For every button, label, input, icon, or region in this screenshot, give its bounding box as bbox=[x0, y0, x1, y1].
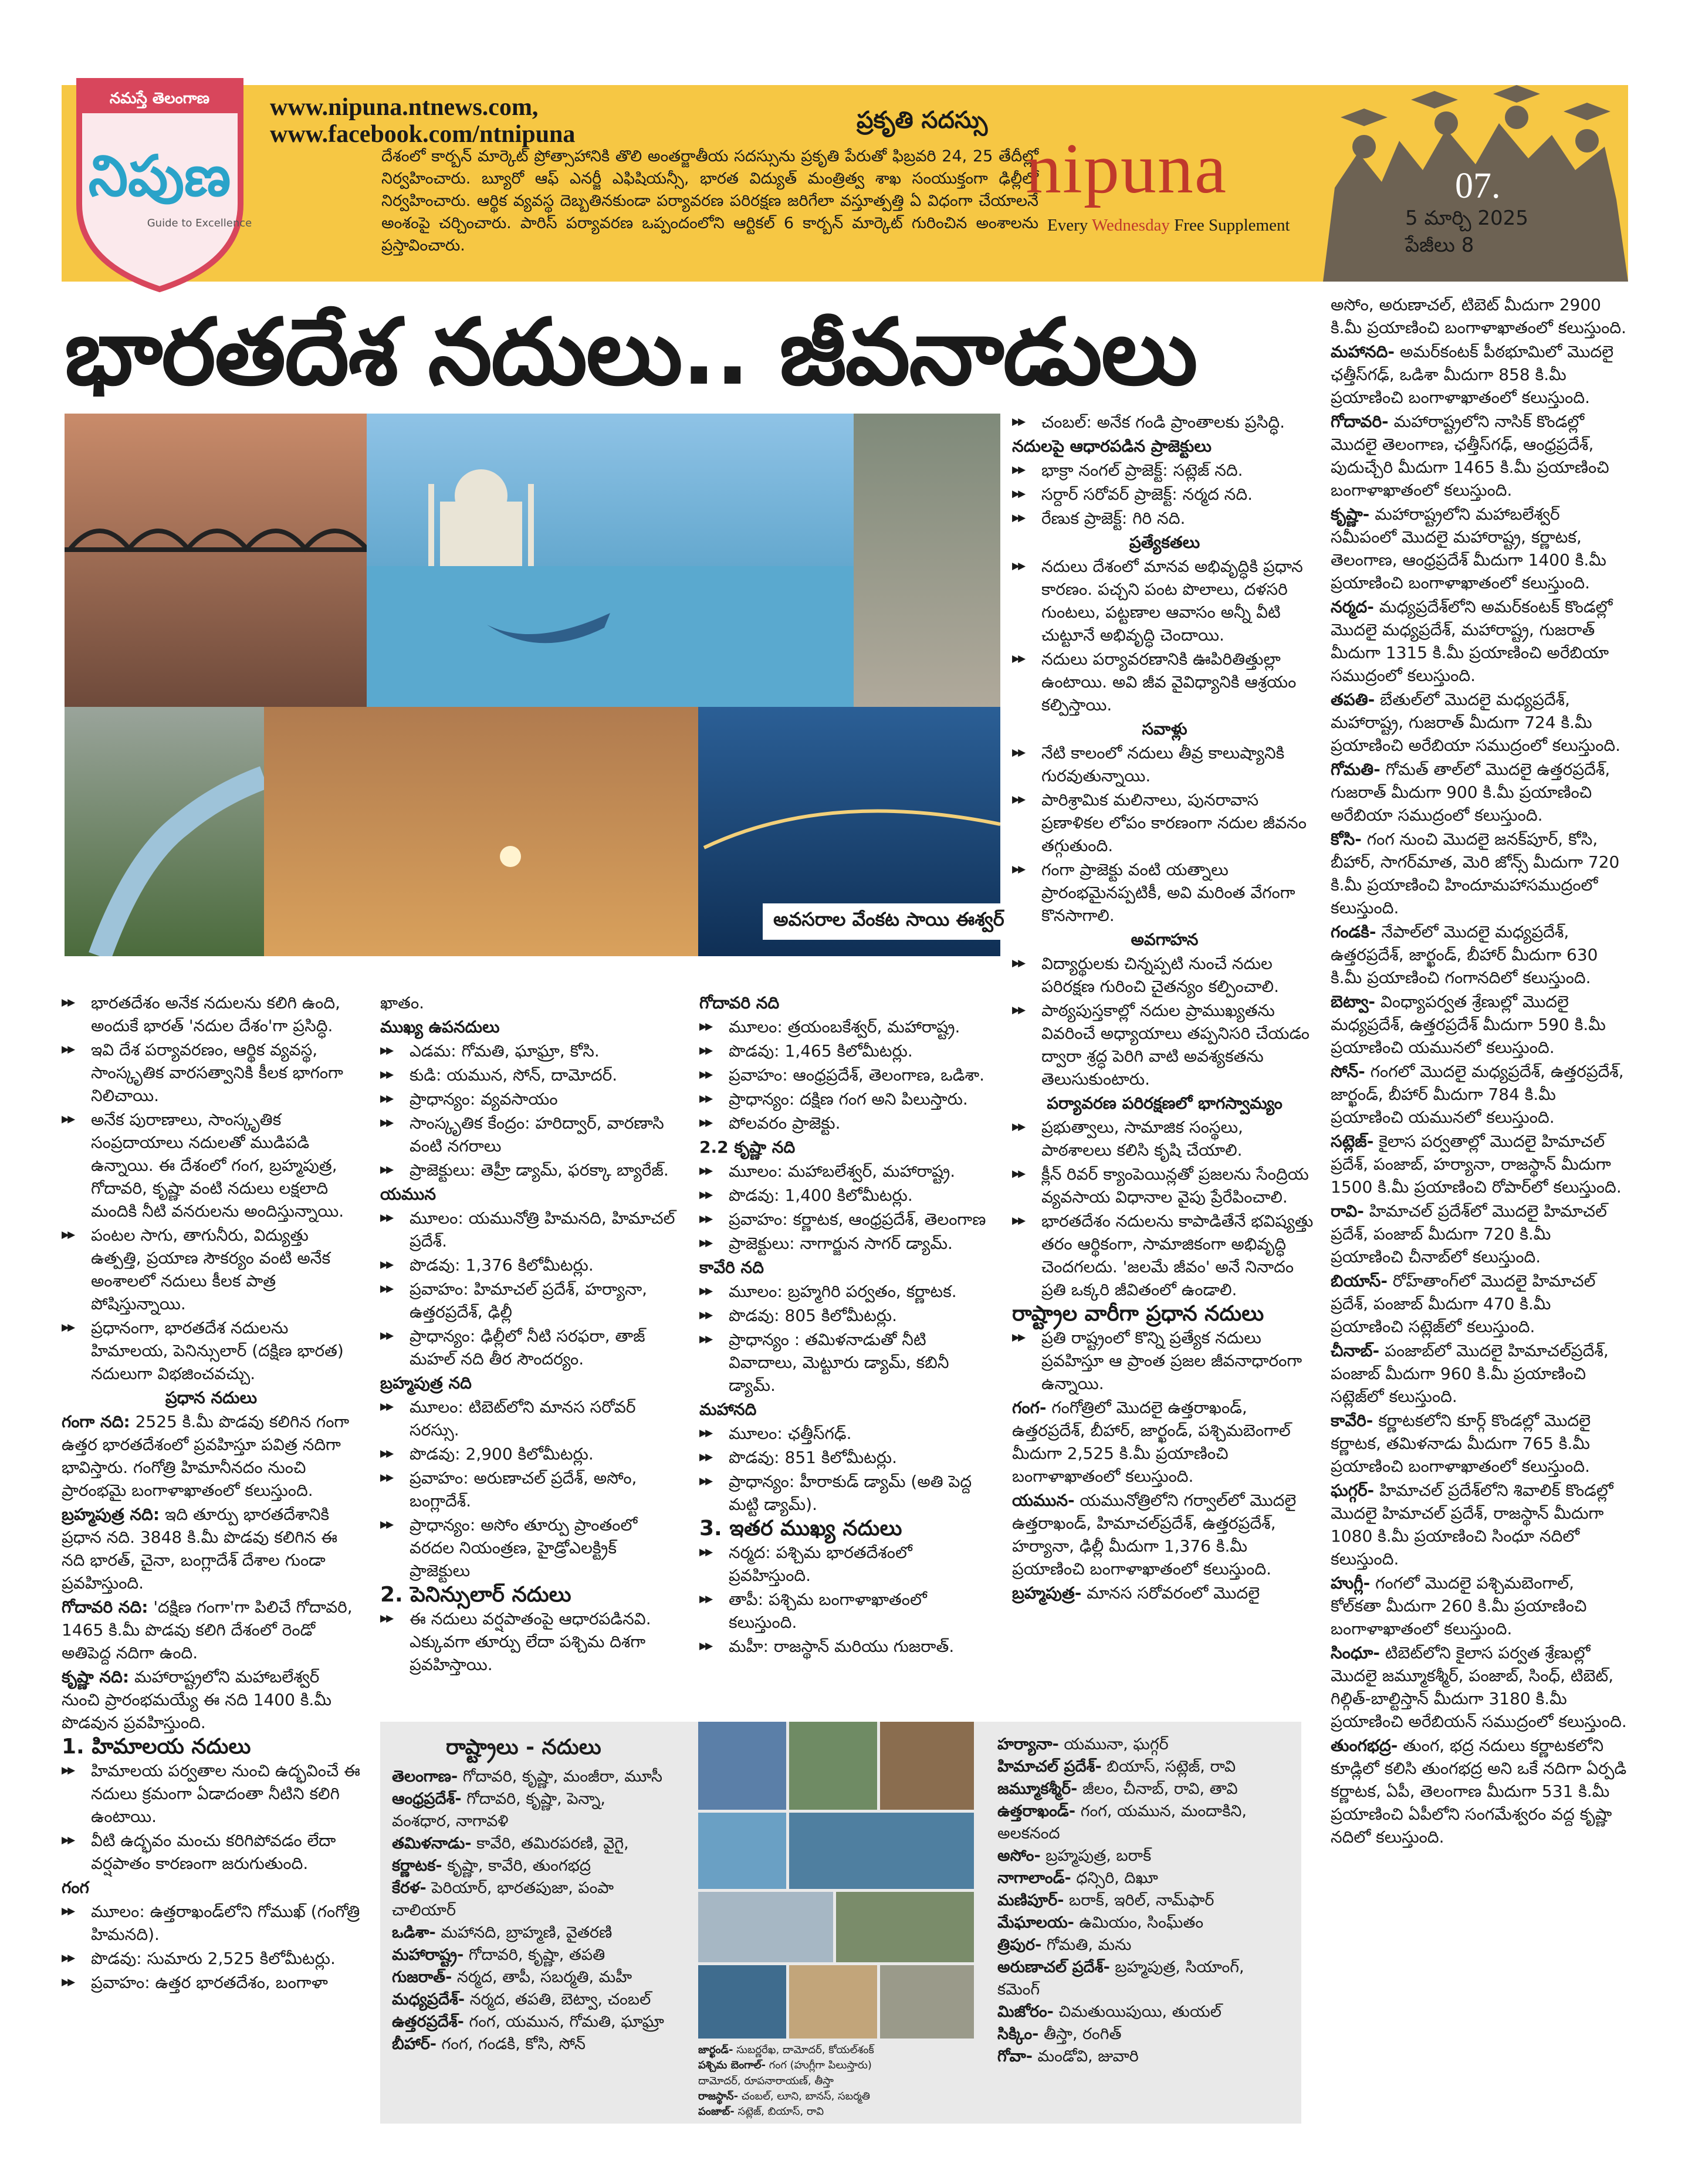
river-desc: కైలాస పర్వతాల్లో మొదలై హిమాచల్ ప్రదేశ్, పంజాబ్, హర్యానా, రాజస్థాన్ మీదుగా 1500 కి.మీ ప్రయాణించి రోపార్‌లో కలుస్తుంది. bbox=[1331, 1132, 1622, 1197]
state-rivers: బరాక్, ఇరిల్, నామ్‌ఫార్ bbox=[1064, 1891, 1214, 1909]
river-definition bbox=[1331, 503, 1627, 594]
river-photo-collage bbox=[65, 414, 1000, 956]
river-desc: మధ్యప్రదేశ్‌లోని అమర్‌కంటక్ కొండల్లో మొదలై మధ్యప్రదేశ్, మహారాష్ట్ర, గుజరాత్ మీదుగా 1315 కి.మీ ప్రయాణించి అరేబియా సముద్రంలో కలుస్తుంది. bbox=[1331, 597, 1613, 685]
river-desc: మహారాష్ట్రలోని మహాబలేశ్వర్ సమీపంలో మొదలై మహారాష్ట్ర, కర్ణాటక, తెలంగాణ, ఆంధ్రప్రదేశ్ మీదుగా 1400 కి.మీ ప్రయాణించి బంగాళాఖాతంలో కలుస్తుంది. bbox=[1331, 504, 1606, 592]
svg-text:నమస్తే తెలంగాణ: నమస్తే తెలంగాణ bbox=[109, 90, 210, 107]
river-definition bbox=[1331, 1572, 1627, 1640]
state-rivers-row bbox=[997, 1845, 1297, 1867]
state-rivers: బియాస్, సట్లెజ్, రావి bbox=[1101, 1758, 1236, 1776]
bullet-item: ▶▶ అనేక పురాణాలు, సాంస్కృతిక సంప్రదాయాలు నదులతో ముడిపడి ఉన్నాయి. ఈ దేశంలో గంగ, బ్రహ్మపుత్ర, గోదావరి, కృష్ణా వంటి నదులు లక్షలాది మందికి నీటి వనరులను అందిస్తున్నాయి. bbox=[62, 1108, 361, 1223]
river-definition bbox=[62, 1503, 361, 1594]
river-desc: హిమాచల్ ప్రదేశ్‌లో మొదలై హిమాచల్ ప్రదేశ్, పంజాబ్ మీదుగా 720 కి.మీ ప్రయాణించి చీనాబ్‌లో కలుస్తుంది. bbox=[1331, 1201, 1607, 1267]
bullet-item: ▶▶ విద్యార్థులకు చిన్నప్పటి నుంచే నదుల పరిరక్షణ గురించి చైతన్యం కల్పించాలి. bbox=[1012, 952, 1317, 998]
river-term: గండకి- bbox=[1331, 922, 1376, 942]
state-name: బీహార్- bbox=[392, 2035, 437, 2053]
bullet-item: ▶▶ సర్దార్ సరోవర్ ప్రాజెక్ట్: నర్మద నది. bbox=[1012, 483, 1317, 506]
state-rivers: సుబర్ణరేఖ, దామోదర్, కోయల్‌శంక్ bbox=[733, 2044, 874, 2056]
state-rivers-row bbox=[392, 1766, 697, 1788]
state-rivers-row bbox=[997, 1800, 1297, 1823]
state-name: అసోం- bbox=[997, 1847, 1041, 1865]
bullet-item: ▶▶ చంబల్: అనేక గండి ప్రాంతాలకు ప్రసిద్ధి. bbox=[1012, 411, 1317, 434]
state-name: త్రిపుర- bbox=[997, 1936, 1042, 1954]
bullet-item: ▶▶ పొడవు: 1,400 కిలోమీటర్లు. bbox=[699, 1184, 999, 1207]
state-name: సిక్కిం- bbox=[997, 2025, 1039, 2043]
river-term: తపతి- bbox=[1331, 690, 1375, 709]
river-definition bbox=[1331, 340, 1627, 409]
river-desc: ఇది తూర్పు భారతదేశానికి ప్రధాన నది. 3848 కి.మీ పొడవు కలిగిన ఈ నది భారత్, చైనా, బంగ్లాదేశ్ దేశాల గుండా ప్రవహిస్తుంది. bbox=[62, 1505, 338, 1593]
states-list-middle bbox=[698, 2043, 980, 2119]
bullet-item: ▶▶ మూలం: యమునోత్రి హిమనది, హిమాచల్ ప్రదేశ్. bbox=[380, 1207, 679, 1252]
page-headline: భారతదేశ నదులు.. జీవనాడులు bbox=[65, 299, 1197, 405]
column-5 bbox=[1331, 293, 1627, 1850]
section-subheading: పర్యావరణ పరిరక్షణలో భాగస్వామ్యం bbox=[1047, 1093, 1283, 1113]
column-1 bbox=[62, 991, 361, 1995]
column-2 bbox=[380, 991, 679, 1677]
bullet-item: ▶▶ ఇవి దేశ పర్యావరణం, ఆర్థిక వ్యవస్థ, సాంస్కృతిక వారసత్వానికి కీలక భాగంగా నిలిచాయి. bbox=[62, 1038, 361, 1107]
river-definition bbox=[1331, 1060, 1627, 1129]
river-desc: మహారాష్ట్రలోని మహాబలేశ్వర్ నుంచి ప్రారంభమయ్యే ఈ నది 1400 కి.మీ పొడవున ప్రవహిస్తుంది. bbox=[62, 1667, 331, 1732]
state-name: తమిళనాడు- bbox=[392, 1834, 472, 1853]
river-definition bbox=[1331, 1409, 1627, 1478]
bullet-item: ▶▶ భారతదేశం నదులను కాపాడితేనే భవిష్యత్తు తరం ఆర్థికంగా, సామాజికంగా అభివృద్ధి చెందగలదు. 'జలమే జీవం' అనే నినాదం ప్రతి ఒక్కరి జీవితంలో ఉండాలి. bbox=[1012, 1210, 1317, 1301]
bullet-item: ▶▶ భాక్రా నంగల్ ప్రాజెక్ట్: సట్లెజ్ నది. bbox=[1012, 459, 1317, 482]
sub-heading: కావేరి నది bbox=[699, 1258, 764, 1277]
bullet-item: ▶▶ ప్రాధాన్యం: ఢిల్లీలో నీటి సరఫరా, తాజ్ మహల్ నది తీర సౌందర్యం. bbox=[380, 1325, 679, 1370]
topic-label: ప్రకృతి సదస్సు bbox=[857, 107, 988, 134]
bullet-item: ▶▶ ప్రాజెక్టులు: తెహ్రీ డ్యామ్, ఫరక్కా బ్యారేజ్. bbox=[380, 1159, 679, 1181]
state-name: కేరళ- bbox=[392, 1879, 427, 1897]
state-rivers-row bbox=[392, 1922, 697, 1944]
state-name: కర్ణాటక- bbox=[392, 1857, 442, 1875]
river-definition bbox=[1331, 828, 1627, 919]
state-rivers: మహానది, బ్రాహ్మణి, వైతరణి bbox=[435, 1924, 613, 1942]
state-rivers: చాలియార్ bbox=[392, 1901, 456, 1919]
sub-heading: గంగ bbox=[62, 1878, 89, 1897]
river-definition bbox=[1331, 1734, 1627, 1848]
issue-date: 5 మార్చి 2025 bbox=[1405, 206, 1528, 230]
bullet-item: ▶▶ ప్రాధాన్యం: దక్షిణ గంగ అని పిలుస్తారు. bbox=[699, 1088, 999, 1110]
state-rivers: అలకనంద bbox=[997, 1824, 1060, 1843]
state-rivers-row bbox=[698, 2089, 980, 2104]
nipuna-logo-shield bbox=[67, 69, 252, 295]
river-definition bbox=[1331, 1269, 1627, 1338]
states-list-right bbox=[997, 1733, 1297, 2068]
river-desc: బేతుల్‌లో మొదలై మధ్యప్రదేశ్, మహారాష్ట్ర, గుజరాత్ మీదుగా 724 కి.మీ ప్రయాణించి అరేబియా సముద్రంలో కలుస్తుంది. bbox=[1331, 690, 1621, 755]
state-name: ఉత్తరాఖండ్- bbox=[997, 1802, 1076, 1820]
river-term: తుంగభద్ర- bbox=[1331, 1736, 1398, 1755]
bullet-item: ▶▶ మూలం: ఉత్తరాఖండ్‌లోని గోముఖ్ (గంగోత్రి హిమనది). bbox=[62, 1900, 361, 1946]
bullet-item: ▶▶ ప్రతి రాష్ట్రంలో కొన్ని ప్రత్యేక నదులు ప్రవహిస్తూ ఆ ప్రాంత ప్రజల జీవనాధారంగా ఉన్నాయి. bbox=[1012, 1326, 1317, 1395]
state-rivers-row bbox=[392, 2033, 697, 2056]
river-term: చీనాబ్- bbox=[1331, 1341, 1380, 1360]
author-byline: అవసరాల వేంకట సాయి ఈశ్వర్ bbox=[763, 903, 1015, 940]
river-definition bbox=[1331, 990, 1627, 1059]
state-name: మేఘాలయ- bbox=[997, 1914, 1074, 1932]
states-box-title: రాష్ట్రాలు - నదులు bbox=[446, 1735, 601, 1759]
bullet-item: ▶▶ మూలం: బ్రహ్మగిరి పర్వతం, కర్ణాటక. bbox=[699, 1280, 999, 1303]
river-desc: కర్ణాటకలోని కూర్గ్ కొండల్లో మొదలై కర్ణాటక, తమిళనాడు మీదుగా 765 కి.మీ ప్రయాణించి బంగాళాఖాతంలో కలుస్తుంది. bbox=[1331, 1411, 1591, 1476]
bullet-item: ▶▶ రేణుక ప్రాజెక్ట్: గిరి నది. bbox=[1012, 507, 1317, 530]
state-rivers-row bbox=[392, 1899, 697, 1922]
river-definition bbox=[1331, 595, 1627, 687]
state-rivers: గోదావరి, కృష్ణా, పెన్నా, bbox=[461, 1790, 605, 1808]
river-desc: గంగోత్రిలో మొదలై ఉత్తరాఖండ్, ఉత్తరప్రదేశ్, బీహార్, జార్ఖండ్, పశ్చిమబెంగాల్ మీదుగా 2,525 కి.మీ ప్రయాణించి బంగాళాఖాతంలో కలుస్తుంది. bbox=[1012, 1398, 1291, 1486]
river-desc: అమర్‌కంటక్ పీఠభూమిలో మొదలై ఛత్తీస్‌గఢ్, ఒడిశా మీదుగా 858 కి.మీ ప్రయాణించి బంగాళాఖాతంలో కలుస్తుంది. bbox=[1331, 342, 1614, 407]
state-rivers: కావేరి, తమిరపరణి, వైగై, bbox=[471, 1834, 629, 1853]
state-rivers-row bbox=[392, 1855, 697, 1877]
state-rivers: నర్మద, తపతి, బెట్వా, చంబల్ bbox=[465, 1990, 651, 2009]
bullet-item: ▶▶ పొడవు: 851 కిలోమీటర్లు. bbox=[699, 1446, 999, 1469]
river-desc: మహారాష్ట్రలోని నాసిక్ కొండల్లో మొదలై తెలంగాణ, ఛత్తీస్‌గఢ్, ఆంధ్రప్రదేశ్, పుదుచ్చేరి మీదుగా 1465 కి.మీ ప్రయాణించి బంగాళాఖాతంలో కలుస్తుంది. bbox=[1331, 412, 1609, 500]
state-name: ఉత్తరప్రదేశ్- bbox=[392, 2013, 464, 2031]
river-term: కావేరి- bbox=[1331, 1411, 1373, 1430]
river-term: బ్రహ్మపుత్ర నది: bbox=[62, 1505, 160, 1524]
sub-heading: 2.2 కృష్ణా నది bbox=[699, 1137, 796, 1157]
river-definition bbox=[1331, 1339, 1627, 1408]
bullet-item: ▶▶ ప్రాధాన్యం: హీరాకుడ్ డ్యామ్ (అతి పెద్ద మట్టి డ్యామ్). bbox=[699, 1470, 999, 1516]
river-desc: 'దక్షిణ గంగా'గా పిలిచే గోదావరి, 1465 కి.మీ పొడవు కలిగి దేశంలో రెండో అతిపెద్ద నదిగా ఉంది. bbox=[62, 1597, 353, 1662]
bullet-item: ▶▶ ప్రాధాన్యం: వ్యవసాయం bbox=[380, 1088, 679, 1110]
state-name: పంజాబ్- bbox=[698, 2105, 735, 2118]
bullet-item: ▶▶ పొడవు: 1,465 కిలోమీటర్లు. bbox=[699, 1039, 999, 1062]
states-photo-strip bbox=[698, 1722, 974, 2039]
state-rivers: చిమతుయిపుయి, తుయల్ bbox=[1053, 2003, 1222, 2021]
river-desc: నేపాల్‌లో మొదలై మధ్యప్రదేశ్, ఉత్తరప్రదేశ్, జార్ఖండ్, బీహార్ మీదుగా 630 కి.మీ ప్రయాణించి గంగానదిలో కలుస్తుంది. bbox=[1331, 922, 1598, 987]
bullet-item: ▶▶ పోలవరం ప్రాజెక్టు. bbox=[699, 1112, 999, 1135]
river-desc: మానస సరోవరంలో మొదలై bbox=[1081, 1583, 1260, 1603]
state-rivers-row bbox=[392, 1944, 697, 1966]
state-rivers: గంగ (హుగ్లీగా పిలుస్తారు) bbox=[766, 2059, 872, 2072]
bullet-item: ▶▶ నేటి కాలంలో నదులు తీవ్ర కాలుష్యానికి గురవుతున్నాయి. bbox=[1012, 741, 1317, 787]
state-rivers-row bbox=[392, 1810, 697, 1833]
state-rivers-row bbox=[997, 1756, 1297, 1778]
state-name: మిజోరం- bbox=[997, 2003, 1054, 2021]
section-heading: 3. ఇతర ముఖ్య నదులు bbox=[699, 1516, 902, 1540]
states-list-left bbox=[392, 1766, 697, 2056]
column-3 bbox=[699, 991, 999, 1659]
sub-heading: మహానది bbox=[699, 1400, 757, 1419]
sub-heading: యమున bbox=[380, 1184, 436, 1204]
river-term: బియాస్- bbox=[1331, 1271, 1388, 1291]
state-name: హిమాచల్ ప్రదేశ్- bbox=[997, 1758, 1102, 1776]
paragraph: అసోం, అరుణాచల్, టిబెట్ మీదుగా 2900 కి.మీ ప్రయాణించి బంగాళాఖాతంలో కలుస్తుంది. bbox=[1331, 295, 1627, 337]
bullet-item: ▶▶ పొడవు: 805 కిలోమీటర్లు. bbox=[699, 1304, 999, 1327]
state-rivers: ధన్సిరి, దిఖూ bbox=[1071, 1869, 1158, 1887]
state-rivers-row bbox=[698, 2043, 980, 2058]
state-rivers: కమెంగ్ bbox=[997, 1980, 1040, 1999]
state-name: మధ్యప్రదేశ్- bbox=[392, 1990, 465, 2009]
river-definition bbox=[62, 1596, 361, 1664]
brand-name: nipuna bbox=[1026, 129, 1228, 208]
state-name: గోవా- bbox=[997, 2047, 1033, 2066]
bullet-item: ▶▶ ప్రవాహం: హిమాచల్ ప్రదేశ్, హర్యానా, ఉత్తరప్రదేశ్, ఢిల్లీ bbox=[380, 1278, 679, 1323]
section-subheading: ప్రత్యేకతలు bbox=[1129, 533, 1200, 552]
river-term: సట్లెజ్- bbox=[1331, 1132, 1374, 1151]
bullet-item: ▶▶ కుడి: యమున, సోన్, దామోదర్. bbox=[380, 1064, 679, 1086]
bullet-item: ▶▶ ప్రభుత్వాలు, సామాజిక సంస్థలు, పాఠశాలలు కలిసి కృషి చేయాలి. bbox=[1012, 1116, 1317, 1162]
state-rivers-row bbox=[997, 2001, 1297, 2023]
state-rivers: తీస్తా, రంగిత్ bbox=[1038, 2025, 1122, 2043]
state-rivers-row bbox=[997, 1778, 1297, 1800]
state-rivers-row bbox=[997, 1823, 1297, 1845]
sub-heading: ముఖ్య ఉపనదులు bbox=[380, 1017, 500, 1037]
bullet-item: ▶▶ ప్రధానంగా, భారతదేశ నదులను హిమాలయ, పెనిన్సులార్ (దక్షిణ భారత) నదులుగా విభజించవచ్చు. bbox=[62, 1316, 361, 1385]
bullet-item: ▶▶ గంగా ప్రాజెక్టు వంటి యత్నాలు ప్రారంభమైనప్పటికీ, అవి మరింత వేగంగా కొనసాగాలి. bbox=[1012, 858, 1317, 927]
river-term: కృష్ణా నది: bbox=[62, 1667, 130, 1687]
header-urls bbox=[270, 94, 575, 148]
state-rivers-row bbox=[997, 2046, 1297, 2068]
section-heading: రాష్ట్రాల వారీగా ప్రధాన నదులు bbox=[1012, 1302, 1264, 1326]
state-rivers-row bbox=[392, 1877, 697, 1899]
state-rivers-row bbox=[392, 2011, 697, 2033]
river-desc: గంగలో మొదలై పశ్చిమబెంగాల్, కోల్‌కతా మీదుగా 260 కి.మీ ప్రయాణించి బంగాళాఖాతంలో కలుస్తుంది. bbox=[1331, 1573, 1587, 1638]
state-rivers-row bbox=[997, 1890, 1297, 1912]
state-rivers: బ్రహ్మపుత్ర, సియాంగ్, bbox=[1109, 1958, 1244, 1976]
river-term: గోమతి- bbox=[1331, 760, 1381, 779]
river-term: నర్మద- bbox=[1331, 597, 1374, 617]
state-rivers-row bbox=[997, 1934, 1297, 1956]
river-definition bbox=[1331, 410, 1627, 502]
sub-heading: నదులపై ఆధారపడిన ప్రాజెక్టులు bbox=[1012, 436, 1212, 456]
state-name: ఒడిశా- bbox=[392, 1924, 436, 1942]
state-name: అరుణాచల్ ప్రదేశ్- bbox=[997, 1958, 1110, 1976]
river-term: సోన్- bbox=[1331, 1062, 1365, 1081]
bullet-item: ▶▶ వీటి ఉద్భవం మంచు కరిగిపోవడం లేదా వర్షపాతం కారణంగా జరుగుతుంది. bbox=[62, 1829, 361, 1875]
state-rivers-row bbox=[392, 1966, 697, 1989]
river-definition bbox=[1331, 920, 1627, 989]
bullet-item: ▶▶ ప్రాధాన్యం : తమిళనాడుతో నీటి వివాదాలు, మెట్టూరు డ్యామ్, కబినీ డ్యామ్. bbox=[699, 1328, 999, 1397]
river-definition bbox=[1331, 1641, 1627, 1733]
state-rivers: పెరియార్, భారతపుజా, పంపా bbox=[426, 1879, 614, 1897]
river-term: ఘగ్గర్- bbox=[1331, 1481, 1375, 1500]
state-rivers-row bbox=[698, 2058, 980, 2073]
river-term: గంగ- bbox=[1012, 1398, 1047, 1417]
brand-tagline: Every Wednesday Free Supplement bbox=[1047, 216, 1290, 235]
river-desc: వింధ్యాపర్వత శ్రేణుల్లో మొదలై మధ్యప్రదేశ్, ఉత్తరప్రదేశ్ మీదుగా 590 కి.మీ ప్రయాణించి యమునలో కలుస్తుంది. bbox=[1331, 992, 1606, 1057]
river-term: గోదావరి నది: bbox=[62, 1597, 148, 1617]
river-term: హుగ్లీ- bbox=[1331, 1573, 1371, 1593]
river-desc: తుంగ, భద్ర నదులు కర్ణాటకలోని కూడ్లిలో కలిసి తుంగభద్ర అని ఒకే నదిగా ఏర్పడి కర్ణాటక, ఏపీ, తెలంగాణ మీదుగా 531 కి.మీ ప్రయాణించి ఏపీలోని సంగమేశ్వరం వద్ద కృష్ణా నదిలో కలుస్తుంది. bbox=[1331, 1736, 1627, 1847]
river-definition bbox=[62, 1410, 361, 1502]
state-rivers-row bbox=[698, 2074, 980, 2089]
state-rivers: మండోవి, జువారి bbox=[1032, 2047, 1139, 2066]
state-rivers: బ్రహ్మపుత్ర, బరాక్ bbox=[1040, 1847, 1152, 1865]
state-rivers-row bbox=[392, 1833, 697, 1855]
state-rivers: గోమతి, మను bbox=[1041, 1936, 1132, 1954]
river-term: కోసి- bbox=[1331, 829, 1362, 849]
bullet-item: ▶▶ ప్రవాహం: అరుణాచల్ ప్రదేశ్, అసోం, బంగ్లాదేశ్. bbox=[380, 1467, 679, 1512]
state-name: రాజస్థాన్- bbox=[698, 2090, 739, 2102]
state-rivers-row bbox=[698, 2104, 980, 2119]
river-term: రావి- bbox=[1331, 1201, 1364, 1221]
paragraph: ఖాతం. bbox=[380, 993, 425, 1013]
bullet-item: ▶▶ మూలం: మహాబలేశ్వర్, మహారాష్ట్ర. bbox=[699, 1160, 999, 1183]
state-name: నాగాలాండ్- bbox=[997, 1869, 1071, 1887]
state-rivers: వంశధార, నాగావళి bbox=[392, 1812, 509, 1830]
state-rivers-row bbox=[997, 1867, 1297, 1890]
bullet-item: ▶▶ హిమాలయ పర్వతాల నుంచి ఉద్భవించే ఈ నదులు క్రమంగా ఏడాదంతా నీటిని కలిగి ఉంటాయి. bbox=[62, 1759, 361, 1828]
state-rivers: కృష్ణా, కావేరి, తుంగభద్ర bbox=[442, 1857, 591, 1875]
river-desc: టిబెట్‌లోని కైలాస పర్వత శ్రేణుల్లో మొదలై జమ్మూకశ్మీర్, పంజాబ్, సింధ్, టిబెట్, గిల్గిత్-బాల్టిస్తాన్ మీదుగా 3180 కి.మీ ప్రయాణించి అరేబియన్ సముద్రంలో కలుస్తుంది. bbox=[1331, 1643, 1627, 1731]
river-definition bbox=[62, 1665, 361, 1734]
river-desc: హిమాచల్ ప్రదేశ్‌లోని శివాలిక్ కొండల్లో మొదలై హిమాచల్ ప్రదేశ్, రాజస్థాన్ మీదుగా 1080 కి.మీ ప్రయాణించి సింధూ నదిలో కలుస్తుంది. bbox=[1331, 1481, 1613, 1569]
bullet-item: ▶▶ నదులు దేశంలో మానవ అభివృద్ధికి ప్రధాన కారణం. పచ్చని పంట పొలాలు, దళసరి గుంటలు, పట్టణాల ఆవాసం అన్నీ వీటి చుట్టూనే అభివృద్ధి చెందాయి. bbox=[1012, 555, 1317, 646]
bullet-item: ▶▶ పొడవు: 2,900 కిలోమీటర్లు. bbox=[380, 1443, 679, 1465]
state-rivers-row bbox=[392, 1788, 697, 1810]
bullet-item: ▶▶ పారిశ్రామిక మలినాలు, పునరావాస ప్రణాళికల లోపం కారణంగా నదుల జీవనం తగ్గుతుంది. bbox=[1012, 788, 1317, 857]
state-rivers-row bbox=[997, 2023, 1297, 2046]
state-rivers: యమునా, ఘగ్గర్ bbox=[1058, 1735, 1169, 1753]
river-definition bbox=[1331, 688, 1627, 757]
bullet-item: ▶▶ మూలం: టిబెట్‌లోని మానస సరోవర్ సరస్సు. bbox=[380, 1396, 679, 1441]
bullet-item: ▶▶ పొడవు: 1,376 కిలోమీటర్లు. bbox=[380, 1254, 679, 1276]
bullet-item: ▶▶ ఈ నదులు వర్షపాతంపై ఆధారపడినవి. ఎక్కువగా తూర్పు లేదా పశ్చిమ దిశగా ప్రవహిస్తాయి. bbox=[380, 1607, 679, 1676]
river-definition bbox=[1331, 1479, 1627, 1570]
state-name: హర్యానా- bbox=[997, 1735, 1059, 1753]
bullet-item: ▶▶ ప్రవాహం: కర్ణాటక, ఆంధ్రప్రదేశ్, తెలంగాణ bbox=[699, 1208, 999, 1231]
sub-heading: బ్రహ్మపుత్ర నది bbox=[380, 1373, 472, 1393]
state-name: పశ్చిమ బెంగాల్- bbox=[698, 2059, 766, 2072]
state-rivers: దామోదర్, రూపనారాయణ్, తీస్తా bbox=[698, 2074, 834, 2087]
state-rivers: ఉమియం, సింఘ్‌తం bbox=[1074, 1914, 1204, 1932]
river-desc: రోహ్‌తాంగ్‌లో మొదలై హిమాచల్ ప్రదేశ్, పంజాబ్ మీదుగా 470 కి.మీ ప్రయాణించి సట్లెజ్‌లో కలుస్తుంది. bbox=[1331, 1271, 1596, 1336]
state-rivers: గంగ, యమున, మందాకిని, bbox=[1075, 1802, 1247, 1820]
state-name: మణిపూర్- bbox=[997, 1891, 1064, 1909]
state-rivers: చంబల్, లూని, బానస్, సబర్మతి bbox=[738, 2090, 870, 2102]
state-name: జార్ఖండ్- bbox=[698, 2044, 733, 2056]
bullet-item: ▶▶ నర్మద: పశ్చిమ భారతదేశంలో ప్రవహిస్తుంది. bbox=[699, 1541, 999, 1587]
river-term: మహానది- bbox=[1331, 342, 1395, 361]
state-rivers: గోదావరి, కృష్ణా, మంజీరా, మూసీ bbox=[458, 1767, 662, 1786]
page-number: 07. bbox=[1455, 166, 1501, 206]
section-subheading: సవాళ్లు bbox=[1142, 719, 1187, 739]
section-subheading: ప్రధాన నదులు bbox=[165, 1388, 258, 1407]
state-rivers: జీలం, చీనాబ్, రావి, తావి bbox=[1077, 1780, 1238, 1798]
river-desc: గంగలో మొదలై మధ్యప్రదేశ్, ఉత్తరప్రదేశ్, జార్ఖండ్, బీహార్ మీదుగా 784 కి.మీ ప్రయాణించి యమునలో కలుస్తుంది. bbox=[1331, 1062, 1624, 1127]
river-definition bbox=[1012, 1396, 1317, 1488]
bullet-item: ▶▶ ప్రాధాన్యం: అసోం తూర్పు ప్రాంతంలో వరదల నియంత్రణ, హైడ్రోఎలక్ట్రిక్ ప్రాజెక్టులు bbox=[380, 1513, 679, 1582]
river-definition bbox=[1331, 758, 1627, 827]
state-rivers-row bbox=[997, 1956, 1297, 1979]
bullet-item: ▶▶ పొడవు: సుమారు 2,525 కిలోమీటర్లు. bbox=[62, 1947, 361, 1970]
state-rivers-row bbox=[997, 1733, 1297, 1756]
column-4 bbox=[1012, 411, 1317, 1606]
river-term: గంగా నది: bbox=[62, 1412, 130, 1431]
bullet-item: ▶▶ మూలం: త్రయంబకేశ్వర్, మహారాష్ట్ర. bbox=[699, 1015, 999, 1038]
river-definition bbox=[1331, 1130, 1627, 1198]
river-term: బ్రహ్మపుత్ర- bbox=[1012, 1583, 1082, 1603]
river-term: యమున- bbox=[1012, 1491, 1075, 1510]
state-name: తెలంగాణ- bbox=[392, 1767, 458, 1786]
bullet-item: ▶▶ ప్రవాహం: ఆంధ్రప్రదేశ్, తెలంగాణ, ఒడిశా. bbox=[699, 1064, 999, 1086]
river-desc: పంజాబ్‌లో మొదలై హిమాచల్‌ప్రదేశ్, పంజాబ్ మీదుగా 960 కి.మీ ప్రయాణించి సట్లెజ్‌లో కలుస్తుంది. bbox=[1331, 1341, 1609, 1406]
river-definition bbox=[1012, 1489, 1317, 1580]
bullet-item: ▶▶ పంటల సాగు, తాగునీరు, విద్యుత్తు ఉత్పత్తి, ప్రయాణ సౌకర్యం వంటి అనేక అంశాలలో నదులు కీలక పాత్ర పోషిస్తున్నాయి. bbox=[62, 1224, 361, 1315]
state-rivers: గంగ, గండకి, కోసి, సోన్ bbox=[436, 2035, 586, 2053]
state-rivers-row bbox=[997, 1912, 1297, 1934]
river-term: గోదావరి- bbox=[1331, 412, 1389, 431]
bullet-item: ▶▶ ఎడమ: గోమతి, ఘాఘ్రా, కోసి. bbox=[380, 1039, 679, 1062]
river-desc: గోమత్ తాల్‌లో మొదలై ఉత్తరప్రదేశ్, గుజరాత్ మీదుగా 900 కి.మీ ప్రయాణించి అరేబియా సముద్రంలో కలుస్తుంది. bbox=[1331, 760, 1610, 825]
bullet-item: ▶▶ నదులు పర్యావరణానికి ఊపిరితిత్తుల్లా ఉంటాయి. అవి జీవ వైవిధ్యానికి ఆశ్రయం కల్పిస్తాయి. bbox=[1012, 648, 1317, 716]
state-rivers: సట్లెజ్, బియాస్, రావి bbox=[734, 2105, 824, 2118]
svg-text:నిపుణ: నిపుణ bbox=[88, 143, 231, 209]
section-subheading: అవగాహన bbox=[1131, 930, 1199, 949]
bullet-item: ▶▶ మూలం: ఛత్తీస్‌గఢ్. bbox=[699, 1422, 999, 1445]
river-definition bbox=[1012, 1582, 1317, 1604]
bullet-item: ▶▶ ప్రవాహం: ఉత్తర భారతదేశం, బంగాళా bbox=[62, 1971, 361, 1994]
bullet-item: ▶▶ క్లీన్ రివర్ క్యాంపెయిన్లతో ప్రజలను సేంద్రియ వ్యవసాయ విధానాల వైపు ప్రేరేపించాలి. bbox=[1012, 1163, 1317, 1208]
river-desc: 2525 కి.మీ పొడవు కలిగిన గంగా ఉత్తర భారతదేశంలో ప్రవహిస్తూ పవిత్ర నదిగా భావిస్తారు. గంగోత్రి హిమానీనదం నుంచి ప్రారంభమై బంగాళాఖాతంలో కలుస్తుంది. bbox=[62, 1412, 350, 1500]
river-term: కృష్ణా- bbox=[1331, 504, 1370, 524]
bullet-item: ▶▶ పాఠ్యపుస్తకాల్లో నదుల ప్రాముఖ్యతను వివరించే అధ్యాయాలు తప్పనిసరి చేయడం ద్వారా శ్రద్ధ పెరిగి వాటి అవశ్యకతను తెలుసుకుంటారు. bbox=[1012, 999, 1317, 1091]
bullet-item: ▶▶ ప్రాజెక్టులు: నాగార్జున సాగర్ డ్యామ్. bbox=[699, 1232, 999, 1255]
state-name: మహారాష్ట్ర- bbox=[392, 1946, 464, 1964]
river-term: బెట్వా- bbox=[1331, 992, 1376, 1011]
header-teaser: దేశంలో కార్బన్ మార్కెట్ ప్రోత్సాహానికి తొలి అంతర్జాతీయ సదస్సును ప్రకృతి పేరుతో ఫిబ్రవరి 24, 25 తేదీల్లో నిర్వహించారు. బ్యూరో ఆఫ్ ఎనర్జీ ఎఫిషియన్సీ, భారత విద్యుత్ మంత్రిత్వ శాఖ సంయుక్తంగా ఢిల్లీలో నిర్వహించారు. ఆర్థిక వ్యవస్థ దెబ్బతినకుండా పర్యావరణ పరిరక్షణ జరిగేలా వస్తూత్పత్తి ఏ విధంగా చేయాలనే అంశంపై చర్చించారు. పారిస్ పర్యావరణ ఒప్పందంలోని ఆర్టికల్ 6 కార్బన్ మార్కెట్ గురించిన అంశాలను ప్రస్తావించారు. bbox=[381, 147, 1038, 255]
state-name: ఆంధ్రప్రదేశ్- bbox=[392, 1790, 462, 1808]
section-heading: 1. హిమాలయ నదులు bbox=[62, 1735, 251, 1759]
sub-heading: గోదావరి నది bbox=[699, 993, 780, 1013]
state-rivers-row bbox=[997, 1979, 1297, 2001]
page-count: పేజీలు 8 bbox=[1405, 233, 1474, 257]
state-rivers-row bbox=[392, 1989, 697, 2011]
bullet-item: ▶▶ మహీ: రాజస్థాన్ మరియు గుజరాత్. bbox=[699, 1635, 999, 1658]
river-term: సింధూ- bbox=[1331, 1643, 1380, 1662]
state-rivers: గోదావరి, కృష్ణా, తపతి bbox=[463, 1946, 605, 1964]
state-rivers: నర్మద, తాపీ, సబర్మతి, మహీ bbox=[452, 1968, 632, 1986]
bullet-item: ▶▶ తాపీ: పశ్చిమ బంగాళాఖాతంలో కలుస్తుంది. bbox=[699, 1588, 999, 1634]
state-name: గుజరాత్- bbox=[392, 1968, 452, 1986]
website-link[interactable]: www.nipuna.ntnews.com, bbox=[270, 94, 539, 121]
state-rivers: గంగ, యమున, గోమతి, ఘాఘ్రా bbox=[463, 2013, 664, 2031]
bullet-item: ▶▶ సాంస్కృతిక కేంద్రం: హరిద్వార్, వారణాసి వంటి నగరాలు bbox=[380, 1112, 679, 1157]
state-name: జమ్మూకశ్మీర్- bbox=[997, 1780, 1078, 1798]
river-definition bbox=[1331, 1200, 1627, 1268]
bullet-item: ▶▶ భారతదేశం అనేక నదులను కలిగి ఉంది, అందుకే భారత్ 'నదుల దేశం'గా ప్రసిద్ధి. bbox=[62, 991, 361, 1037]
river-desc: యమునోత్రిలోని గర్వాల్‌లో మొదలై ఉత్తరాఖండ్, హిమాచల్‌ప్రదేశ్, ఉత్తరప్రదేశ్, హర్యానా, ఢిల్లీ మీదుగా 1,376 కి.మీ ప్రయాణించి బంగాళాఖాతంలో కలుస్తుంది. bbox=[1012, 1491, 1297, 1579]
svg-text:Guide to Excellence: Guide to Excellence bbox=[147, 217, 252, 229]
section-heading: 2. పెనిన్సులార్ నదులు bbox=[380, 1583, 571, 1607]
facebook-link[interactable]: www.facebook.com/ntnipuna bbox=[270, 121, 576, 148]
river-desc: గంగ నుంచి మొదలై జనక్‌పూర్, కోసి, బీహార్, సాగర్‌మాత, మెరి జోన్స్ మీదుగా 720 కి.మీ ప్రయాణించి హిందూమహాసముద్రంలో కలుస్తుంది. bbox=[1331, 829, 1620, 917]
